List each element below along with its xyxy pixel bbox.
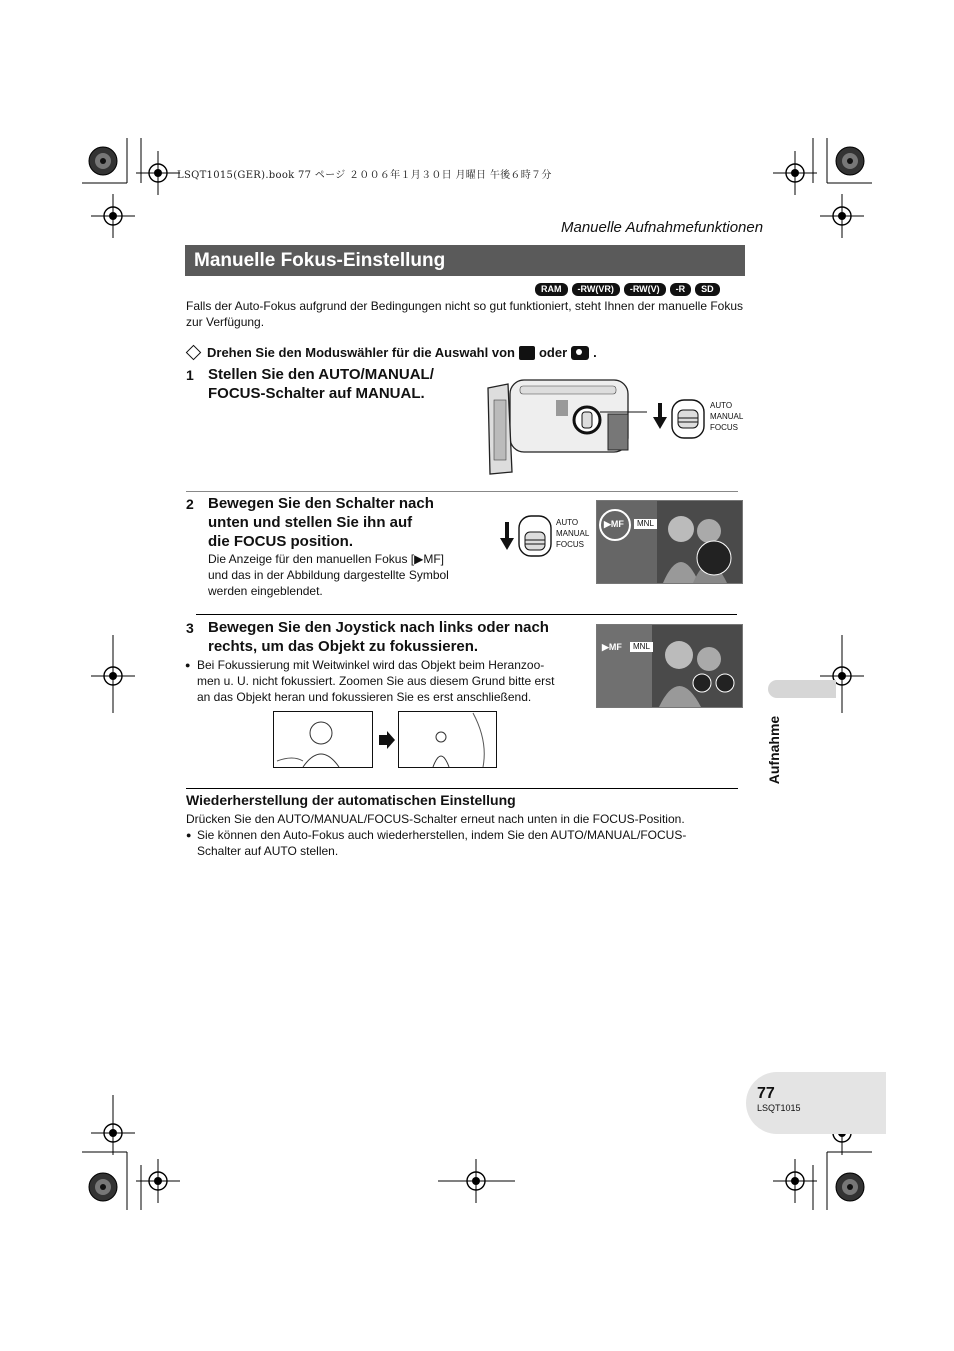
badge-r: -R [670,283,692,296]
step-2-line-2: unten und stellen Sie ihn auf [208,514,413,531]
switch-label-manual: MANUAL [556,529,590,538]
arrow-down-icon [500,522,514,550]
step-2-note [208,551,449,599]
step-1-line-2: FOCUS-Schalter auf MANUAL. [208,385,425,402]
restore-body [186,811,686,859]
badge-rw-vr: -RW(VR) [572,283,620,296]
step-3-text [208,618,549,656]
prerequisite [186,345,597,360]
prereq-end: . [593,345,597,360]
step-2-note-3: werden eingeblendet. [208,584,323,598]
lcd-screen-photo [596,624,743,708]
video-camera-icon [519,346,535,360]
divider [186,491,738,492]
media-badges [535,283,720,296]
step-2-number: 2 [186,496,194,512]
photo-scene [597,625,742,707]
mnl-indicator: MNL [630,642,653,652]
mf-indicator: ▶MF [602,642,622,652]
restore-heading: Wiederherstellung der automatischen Einstellung [186,792,516,808]
step-2-line-1: Bewegen Sie den Schalter nach [208,495,434,512]
restore-bullet-2: Schalter auf AUTO stellen. [197,844,339,858]
switch-label-focus: FOCUS [556,540,584,549]
step-1-number: 1 [186,367,194,383]
step-3-bullet-1: Bei Fokussierung mit Weitwinkel wird das Objekt beim Heranzoo- [197,658,545,672]
prereq-or: oder [538,345,568,360]
page-code: LSQT1015 [757,1103,801,1113]
print-header: LSQT1015(GER).book 77 ページ ２００６年１月３０日 月曜日 午後６時７分 [177,170,552,181]
photo-camera-icon [571,346,589,360]
step-2-line-3: die FOCUS position. [208,533,353,550]
page-number: 77 [757,1085,775,1102]
arrow-down-icon [653,403,667,429]
focus-example-illustration [273,711,499,769]
mf-indicator: ▶MF [604,519,624,529]
section-title: Manuelle Aufnahmefunktionen [561,219,764,236]
switch-labels [704,400,743,433]
intro-text: Falls der Auto-Fokus aufgrund der Bedingungen nicht so gut funktioniert, steht Ihnen der manuelle Fokus zur Verfügung. [186,299,744,329]
lcd-screen-photo [596,500,743,584]
camcorder-illustration [482,372,647,477]
bullet-icon: ● [186,830,192,840]
switch-label-auto: AUTO [710,401,733,410]
step-3-bullet [185,657,555,705]
switch-label-focus: FOCUS [710,423,738,432]
badge-rw-v: -RW(V) [624,283,666,296]
prereq-lead: Drehen Sie den Moduswähler für die Auswahl von [207,345,515,360]
restore-line-1: Drücken Sie den AUTO/MANUAL/FOCUS-Schalter erneut nach unten in die FOCUS-Position. [186,812,685,826]
step-1-text [208,365,434,403]
step-3-line-2: rechts, um das Objekt zu fokussieren. [208,638,479,655]
step-2-note-1: Die Anzeige für den manuellen Fokus [▶MF] [208,552,445,566]
step-2-note-2: und das in der Abbildung dargestellte Symbol [208,568,449,582]
divider [186,788,738,789]
diamond-icon [186,345,202,361]
step-3-bullet-3: an das Objekt heran und fokussieren Sie es erst anschließend. [197,690,532,704]
switch-labels [550,517,589,550]
mode-switch-icon [670,398,706,440]
step-3-bullet-2: men u. U. nicht fokussiert. Zoomen Sie aus diesem Grund bitte erst [197,674,555,688]
chapter-label [766,705,782,795]
badge-sd: SD [695,283,720,296]
step-3-line-1: Bewegen Sie den Joystick nach links oder nach [208,619,549,636]
step-2-text [208,494,434,551]
chapter-label-text: Aufnahme [766,715,782,785]
bullet-icon: ● [185,660,191,670]
mode-switch-icon [517,514,553,558]
photo-scene [597,501,742,583]
mnl-indicator: MNL [634,519,657,529]
restore-bullet-1: Sie können den Auto-Fokus auch wiederherstellen, indem Sie den AUTO/MANUAL/FOCUS- [197,828,687,842]
page-title: Manuelle Fokus-Einstellung [185,245,745,276]
chapter-tab [768,680,836,698]
switch-label-auto: AUTO [556,518,579,527]
divider [196,614,737,615]
switch-label-manual: MANUAL [710,412,744,421]
badge-ram: RAM [535,283,568,296]
step-1-line-1: Stellen Sie den AUTO/MANUAL/ [208,366,434,383]
step-3-number: 3 [186,620,194,636]
